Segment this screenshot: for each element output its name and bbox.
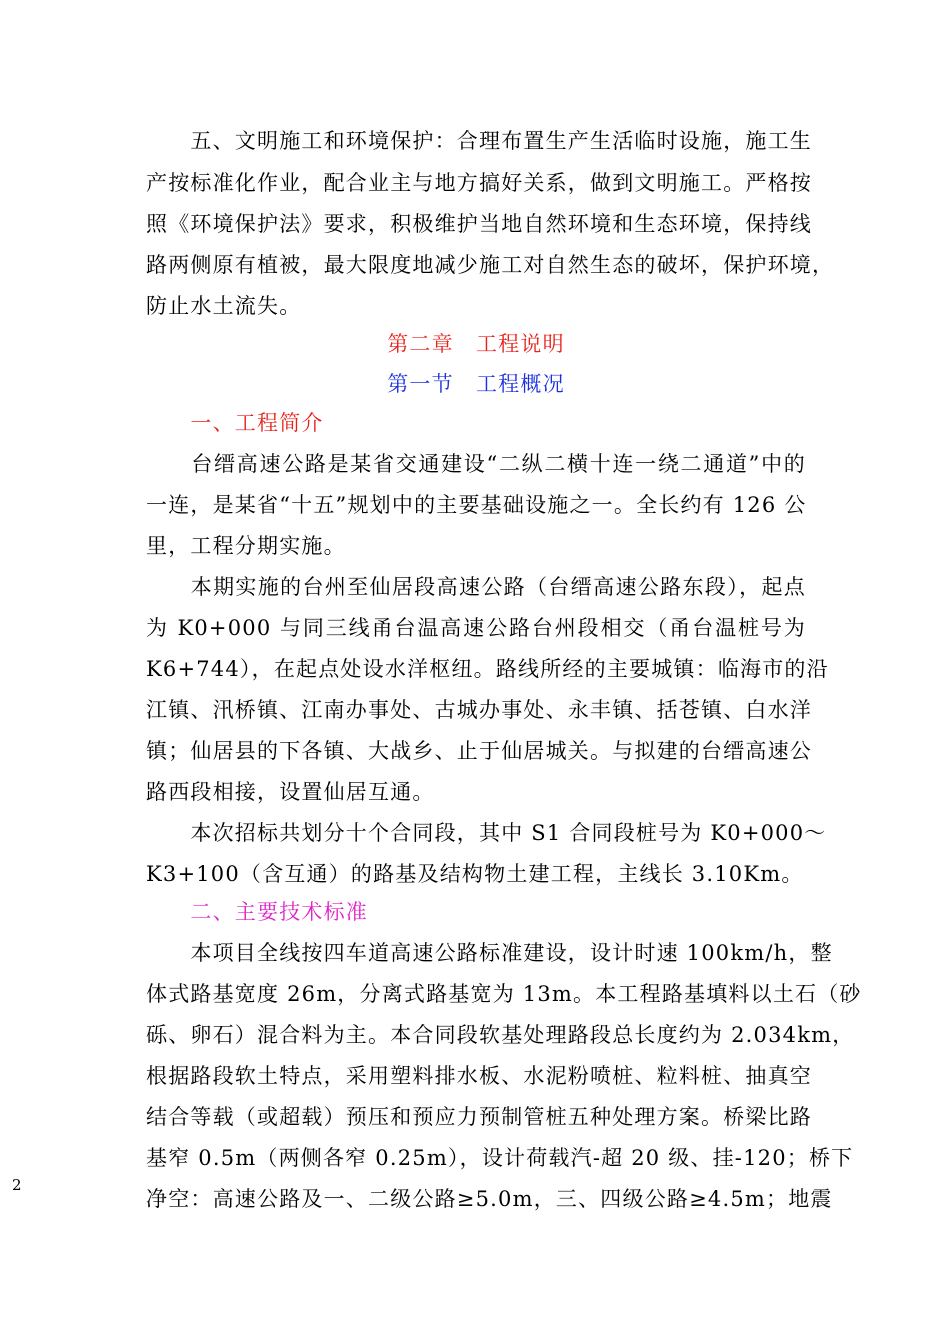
intro-para-1-line-1: 台缙高速公路是某省交通建设“二纵二横十连一绕二通道”中的 [146, 452, 806, 476]
intro-para-2-line-1: 本期实施的台州至仙居段高速公路（台缙高速公路东段），起点 [146, 575, 806, 599]
intro-para-2-line-6: 路西段相接，设置仙居互通。 [146, 780, 435, 804]
paragraph-5-line-5: 防止水土流失。 [146, 294, 302, 318]
intro-para-2-line-3: K6+744），在起点处设水洋枢纽。路线所经的主要城镇：临海市的沿 [146, 657, 829, 681]
standards-para-line-1: 本项目全线按四车道高速公路标准建设，设计时速 100km/h，整 [146, 941, 833, 965]
heading-project-intro: 一、工程简介 [146, 411, 324, 435]
standards-para-line-5: 结合等载（或超载）预压和预应力预制管桩五种处理方案。桥梁比路 [146, 1105, 812, 1129]
standards-para-line-6: 基窄 0.5m（两侧各窄 0.25m），设计荷载汽-超 20 级、挂-120；桥下 [146, 1146, 854, 1170]
intro-para-1-line-3: 里，工程分期实施。 [146, 534, 346, 558]
intro-para-2-line-5: 镇；仙居县的下各镇、大战乡、止于仙居城关。与拟建的台缙高速公 [146, 739, 812, 763]
intro-para-1-line-2: 一连，是某省“十五”规划中的主要基础设施之一。全长约有 126 公 [146, 493, 807, 517]
paragraph-5-line-3: 照《环境保护法》要求，积极维护当地自然环境和生态环境，保持线 [146, 212, 812, 236]
paragraph-5-line-4: 路两侧原有植被，最大限度地减少施工对自然生态的破坏，保护环境， [146, 253, 835, 277]
paragraph-5-line-2: 产按标准化作业，配合业主与地方搞好关系，做到文明施工。严格按 [146, 171, 812, 195]
section-title: 第一节 工程概况 [387, 372, 565, 396]
intro-para-3-line-1: 本次招标共划分十个合同段，其中 S1 合同段桩号为 K0+000～ [146, 821, 827, 845]
standards-para-line-3: 砾、卵石）混合料为主。本合同段软基处理路段总长度约为 2.034km， [146, 1023, 855, 1047]
intro-para-2-line-2: 为 K0+000 与同三线甬台温高速公路台州段相交（甬台温桩号为 [146, 616, 806, 640]
heading-technical-standards: 二、主要技术标准 [146, 900, 368, 924]
standards-para-line-7: 净空：高速公路及一、二级公路≥5.0m，三、四级公路≥4.5m；地震 [146, 1187, 833, 1211]
chapter-title: 第二章 工程说明 [387, 332, 565, 356]
standards-para-line-2: 体式路基宽度 26m，分离式路基宽为 13m。本工程路基填料以土石（砂 [146, 982, 862, 1006]
page-number: 2 [12, 1176, 22, 1194]
paragraph-5-line-1: 五、文明施工和环境保护：合理布置生产生活临时设施，施工生 [146, 129, 812, 153]
intro-para-2-line-4: 江镇、汛桥镇、江南办事处、古城办事处、永丰镇、括苍镇、白水洋 [146, 698, 812, 722]
standards-para-line-4: 根据路段软土特点，采用塑料排水板、水泥粉喷桩、粒料桩、抽真空 [146, 1064, 812, 1088]
intro-para-3-line-2: K3+100（含互通）的路基及结构物土建工程，主线长 3.10Km。 [146, 862, 804, 886]
